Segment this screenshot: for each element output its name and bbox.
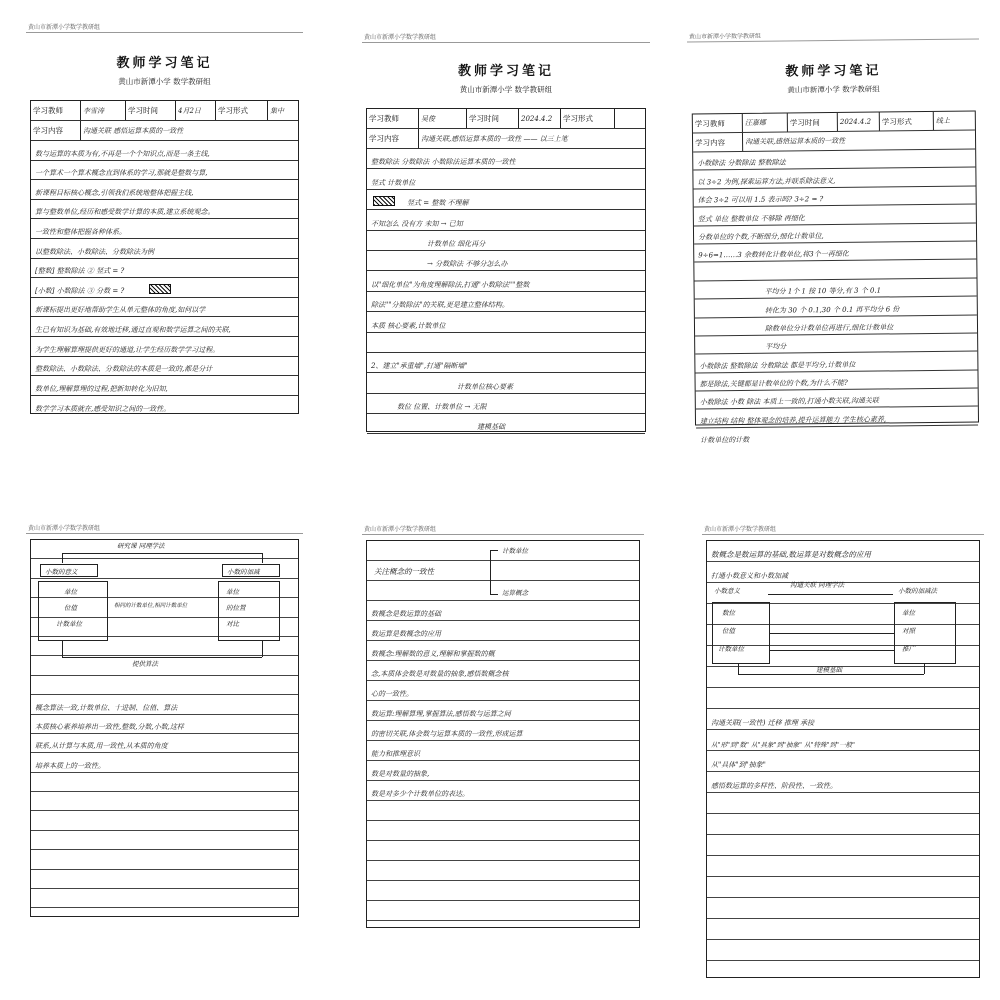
diagram-item: 位值 (64, 604, 77, 612)
diagram-bottom-label: 提供算法 (132, 660, 158, 668)
note-line (31, 656, 298, 675)
diagram-item: 的位置 (226, 604, 246, 612)
note-page-1 (22, 18, 307, 426)
diagram-item: 计数单位 (56, 620, 82, 628)
note-line (367, 641, 639, 661)
note-text: 联系,从计算与本质,用一致性,从本质的角度 (35, 742, 168, 751)
label-time: 学习时间 (788, 113, 838, 132)
value-form (615, 109, 645, 128)
tree-root: 关注概念的一致性 (374, 567, 434, 576)
tree-bracket (490, 550, 498, 551)
note-line (367, 781, 639, 801)
note-line (367, 434, 645, 454)
diagram-item: 计数单位 (718, 645, 744, 653)
note-text: 建模基础 (477, 423, 505, 432)
diagram-line (924, 664, 925, 674)
diagram-arrow (770, 650, 894, 651)
value-time: 2024.4.2 (519, 109, 561, 128)
note-text: 2、建立"承重墙",打通"隔断墙" (371, 362, 468, 371)
note-line (367, 353, 645, 373)
note-text: 从"形"到"数" 从"具象"到"抽象" 从"特殊"到"一般" (711, 741, 856, 749)
note-text: 竖式 计数单位 (371, 178, 416, 187)
note-text: 数与运算的本质为有,不再是一个个知识点,而是一条主线, (35, 149, 210, 158)
note-line (707, 856, 979, 877)
note-text: 平均分 (765, 342, 787, 352)
page-title: 教师学习笔记 (785, 63, 882, 80)
note-text: 除数单位分计数单位再进行,细化计数单位 (764, 323, 894, 333)
note-text: 不知怎么 没有方 未知 → 已知 (371, 219, 463, 228)
note-line (707, 751, 979, 772)
note-text: 9÷6=1……3 余数转化计数单位,将3个一再细化 (698, 250, 849, 260)
note-line (367, 761, 639, 781)
diagram-line (62, 657, 262, 658)
diagram-text: 小数的意义 (45, 568, 78, 576)
note-line (367, 414, 645, 434)
note-text: 数学学习本质就在,感受知识之间的一致性。 (35, 405, 171, 414)
note-line (31, 259, 298, 279)
note-text: 计数单位的计数 (700, 436, 750, 445)
note-line (31, 908, 298, 925)
diagram-arrow (768, 594, 893, 595)
note-line (31, 695, 298, 714)
diagram-text: 小数的加减法 (898, 587, 937, 595)
note-text: 打通小数意义和小数加减 (711, 572, 788, 580)
note-text: 概念算法一致,计数单位、十进制、位值、算法 (35, 703, 178, 712)
note-text: 为学生理解算理提供更好的通道,让学生经历数学学习过程。 (35, 345, 220, 354)
note-text: 能力和推理意识 (371, 750, 420, 758)
note-line (31, 219, 298, 239)
note-line (367, 210, 645, 230)
value-teacher: 吴俊 (419, 109, 467, 128)
diagram-box-right (222, 564, 280, 577)
note-text: → 分数除法 不够分怎么办 (427, 260, 508, 269)
tree-bracket (490, 550, 491, 594)
note-text: 数单位,理解算理的过程,把新知转化为旧知, (35, 384, 168, 393)
note-text: 数概念:理解数的意义,理解和掌握数的概 (371, 650, 495, 658)
note-line (367, 394, 645, 414)
note-line (367, 861, 639, 881)
note-line (31, 180, 298, 200)
note-line (31, 715, 298, 734)
note-form (692, 111, 979, 445)
note-line (707, 793, 979, 814)
note-line (31, 811, 298, 830)
page-header: 黄山市新潭小学数学教研组 (688, 32, 762, 41)
note-text: 计数单位核心要素 (457, 382, 513, 391)
note-text: 一致性和整体把握各种体系。 (35, 227, 126, 236)
note-line (367, 881, 639, 901)
note-line (707, 898, 979, 919)
note-text: 数是对多少个计数单位的表达。 (371, 790, 469, 798)
label-content: 学习内容 (367, 129, 419, 148)
page-subtitle: 黄山市新潭小学 数学教研组 (459, 85, 553, 94)
diagram-item: 对比 (226, 620, 239, 628)
note-text: 本质核心素养培养出一致性,整数,分数,小数,这样 (35, 722, 184, 731)
diagram-line (262, 641, 263, 657)
note-line (707, 688, 979, 709)
label-content: 学习内容 (31, 121, 81, 140)
page-subtitle: 黄山市新潭小学 数学教研组 (787, 84, 880, 95)
value-content: 沟通关联 感悟运算本质的一致性 (83, 126, 184, 135)
note-line (367, 373, 645, 393)
note-text: 新课标提出更好地帮助学生从单元整体的角度,如何以学 (35, 306, 206, 315)
value-form: 集中 (270, 106, 284, 115)
note-line (367, 921, 639, 927)
diagram-text: 小数意义 (714, 587, 740, 595)
note-text: 计数单位 细化再分 (427, 239, 486, 248)
diagram-item: 单位 (226, 588, 239, 596)
diagram-text: 小数的加减 (227, 568, 260, 576)
diagram-line (62, 553, 262, 554)
value-teacher: 汪嘉娜 (743, 113, 788, 131)
diagram-line (738, 664, 739, 674)
note-page-2 (358, 4, 654, 444)
diagram-box-left (40, 564, 98, 577)
note-text: 都是除法,关键都是计数单位的个数,为什么不能? (699, 378, 848, 389)
note-line (31, 753, 298, 772)
label-form: 学习形式 (561, 109, 615, 128)
note-text: 数运算:理解算理,掌握算法,感悟数与运算之间 (371, 710, 511, 718)
note-line (31, 161, 298, 181)
note-text: 以整数除法、小数除法、分数除法为例 (35, 247, 154, 256)
diagram-arrow (770, 633, 894, 634)
note-line (707, 730, 979, 751)
note-line (707, 961, 979, 977)
tree-bracket (490, 594, 498, 595)
note-text: 的密切关联,体会数与运算本质的一致性,形成运算 (371, 730, 523, 738)
note-line (367, 271, 645, 291)
note-line (367, 251, 645, 271)
label-time: 学习时间 (126, 101, 176, 120)
note-line (31, 239, 298, 259)
note-page-4 (22, 519, 307, 929)
note-line (367, 292, 645, 312)
diagram-group-left (712, 602, 770, 664)
note-line (31, 850, 298, 869)
note-text: 小数除法 分数除法 整数除法 (697, 158, 786, 168)
note-text: 整数除法 分数除法 小数除法运算本质的一致性 (371, 158, 516, 167)
note-line (707, 667, 979, 688)
diagram-bottom-label: 建模基础 (816, 666, 842, 674)
note-line (367, 169, 645, 189)
header-divider (362, 42, 650, 43)
label-teacher: 学习教师 (31, 101, 81, 120)
page-title: 教师学习笔记 (457, 64, 554, 79)
form-content-row (31, 121, 298, 141)
note-text: 感悟数运算的多样性、阶段性、一致性。 (711, 782, 837, 790)
note-line (707, 814, 979, 835)
note-line (31, 734, 298, 753)
note-line (31, 676, 298, 695)
value-form: 线上 (935, 116, 950, 125)
note-line (367, 149, 645, 169)
tree-branch-bottom: 运算概念 (502, 589, 528, 597)
note-text: [小数] 小数除法 ③ 分数 = ? (35, 286, 125, 295)
label-content: 学习内容 (693, 133, 743, 152)
note-line (31, 870, 298, 889)
diagram-item: 位值 (722, 627, 735, 635)
diagram-item: 推广 (902, 645, 915, 653)
header-divider (26, 533, 303, 534)
note-line (367, 190, 645, 210)
note-text: 除法""分数除法"的关联,更是建立整体结构。 (371, 301, 509, 310)
note-text: 沟通关联(一致性) 迁移 推理 承接 (711, 719, 815, 727)
form-header-row (367, 109, 645, 129)
note-line (367, 661, 639, 681)
diagram-middle: 相同的计数单位,相同计数单位 (114, 603, 188, 609)
value-time: 2024.4.2 (838, 113, 880, 131)
note-page-3 (683, 24, 987, 445)
ruled-sheet (366, 540, 640, 928)
page-title: 教师学习笔记 (116, 56, 213, 71)
note-line (31, 792, 298, 811)
value-time: 4月2日 (176, 101, 216, 120)
label-form: 学习形式 (880, 112, 934, 131)
note-line (707, 541, 979, 562)
note-line (367, 231, 645, 251)
note-line (367, 741, 639, 761)
note-text: 本质 核心要素,计数单位 (371, 321, 446, 330)
note-text: 竖式 单位 整数单位 不够除 再细化 (697, 213, 805, 223)
header-divider (26, 32, 303, 33)
note-text: 数是对数量的抽象, (371, 770, 430, 778)
note-line (31, 357, 298, 377)
page-header: 黄山市新潭小学数学教研组 (28, 24, 101, 31)
note-text: [整数] 整数除法 ② 竖式 = ? (35, 267, 125, 276)
note-text: 建立结构 结构 整体观念的培养,提升运算能力 学生核心素养, (699, 415, 887, 426)
note-line (367, 801, 639, 821)
note-line (31, 889, 298, 908)
header-divider (362, 534, 644, 535)
diagram-item: 单位 (64, 588, 77, 596)
note-line (367, 312, 645, 332)
note-form (30, 100, 299, 414)
note-line (367, 333, 645, 353)
note-text: 一个算术一个算术概念直到体系的学习,那就是整数与算, (35, 169, 208, 178)
note-text: 数概念是数运算的基础 (371, 610, 441, 618)
tree-branch-top: 计数单位 (502, 547, 528, 555)
note-line (367, 721, 639, 741)
note-line (707, 835, 979, 856)
note-text: 培养本质上的一致性。 (35, 761, 105, 770)
note-line (31, 337, 298, 357)
note-text: 平均分 1个 1 按 10 等分,有 3 个 0.1 (764, 286, 882, 296)
note-line (367, 841, 639, 861)
note-line (31, 200, 298, 220)
value-content: 沟通关联,感悟运算本质的一致性 (745, 136, 846, 146)
note-line (367, 901, 639, 921)
value-content: 沟通关联,感悟运算本质的一致性 —— 以三上笔 (421, 134, 568, 143)
header-divider (702, 534, 984, 535)
note-line (367, 821, 639, 841)
note-line (367, 621, 639, 641)
diagram-top-label: 研究课 同理学法 (117, 542, 165, 550)
note-line (707, 919, 979, 940)
note-text: 念,本质体会数是对数量的抽象,感悟数概念核 (371, 670, 509, 678)
note-text: 整数除法、小数除法、分数除法的本质是一致的,都是分计 (35, 365, 213, 374)
label-time: 学习时间 (467, 109, 519, 128)
note-text: 数运算是数概念的应用 (371, 630, 441, 638)
diagram-line (62, 641, 63, 657)
diagram-item: 单位 (902, 609, 915, 617)
page-header: 黄山市新潭小学数学教研组 (364, 34, 437, 41)
note-line (31, 396, 298, 416)
note-line (367, 681, 639, 701)
note-text: 竖式 = 整数 不理解 (407, 199, 469, 208)
note-line (31, 298, 298, 318)
note-text: 以"细化单位"为角度理解除法,打通"小数除法""整数 (371, 280, 530, 289)
note-line (707, 940, 979, 961)
page-header: 黄山市新潭小学数学教研组 (364, 526, 437, 533)
note-text: 以 3÷2 为例,探索运算方法,并联系除法意义, (697, 176, 836, 187)
note-text: 分数单位的个数,不断细分,细化计数单位, (698, 232, 824, 242)
note-text: 转化为 30 个 0.1,30 个 0.1 再平均分 6 份 (764, 304, 900, 315)
note-text: 新课程目标核心概念,引领我们系统地整体把握主线, (35, 188, 194, 197)
note-line (696, 425, 978, 446)
note-text: 生已有知识为基础,有效地迁移,通过直观和数学运算之间的关联, (35, 325, 231, 334)
note-text: 体会 3÷2 可以用 1.5 表示吗? 3÷2 = ? (697, 195, 824, 205)
label-form: 学习形式 (216, 101, 268, 120)
page-header: 黄山市新潭小学数学教研组 (704, 526, 777, 533)
page-header: 黄山市新潭小学数学教研组 (28, 525, 101, 532)
note-line (31, 278, 298, 298)
diagram-line (738, 674, 924, 675)
note-text: 数概念是数运算的基础,数运算是对数概念的应用 (711, 550, 871, 559)
note-line (31, 141, 298, 161)
note-text: 心的一致性。 (371, 690, 413, 698)
note-text: 数位 位置、计数单位 → 无限 (397, 403, 487, 412)
note-line (31, 317, 298, 337)
diagram-line (262, 553, 263, 563)
note-line (707, 877, 979, 898)
note-line (707, 709, 979, 730)
note-line (707, 772, 979, 793)
note-text: 算与整数单位,经历和感受数学计算的本质,建立系统观念。 (35, 208, 215, 217)
value-teacher: 李雪涛 (81, 101, 126, 120)
note-line (31, 376, 298, 396)
note-line (31, 773, 298, 792)
diagram-item: 数位 (722, 609, 735, 617)
page-subtitle: 黄山市新潭小学 数学教研组 (118, 77, 211, 86)
diagram-item: 对照 (902, 627, 915, 635)
note-text: 从"具体"到"抽象" (711, 761, 766, 769)
note-text: 小数除法 整数除法 分数除法 都是平均分,计数单位 (699, 360, 856, 371)
diagram-text: 沟通关联 同理学法 (790, 581, 845, 589)
hatched-box (149, 284, 171, 294)
note-line (31, 831, 298, 850)
note-line (367, 701, 639, 721)
note-text: 小数除法 小数 除法 本质上一致的,打通小数关联,沟通关联 (699, 397, 879, 407)
note-line (367, 601, 639, 621)
form-header-row (31, 101, 298, 121)
form-content-row (367, 129, 645, 149)
note-page-6 (698, 520, 988, 990)
note-form (366, 108, 646, 432)
label-teacher: 学习教师 (693, 114, 743, 133)
hatched-box (373, 196, 395, 206)
diagram-line (62, 553, 63, 563)
note-page-5 (358, 520, 648, 940)
label-teacher: 学习教师 (367, 109, 419, 128)
